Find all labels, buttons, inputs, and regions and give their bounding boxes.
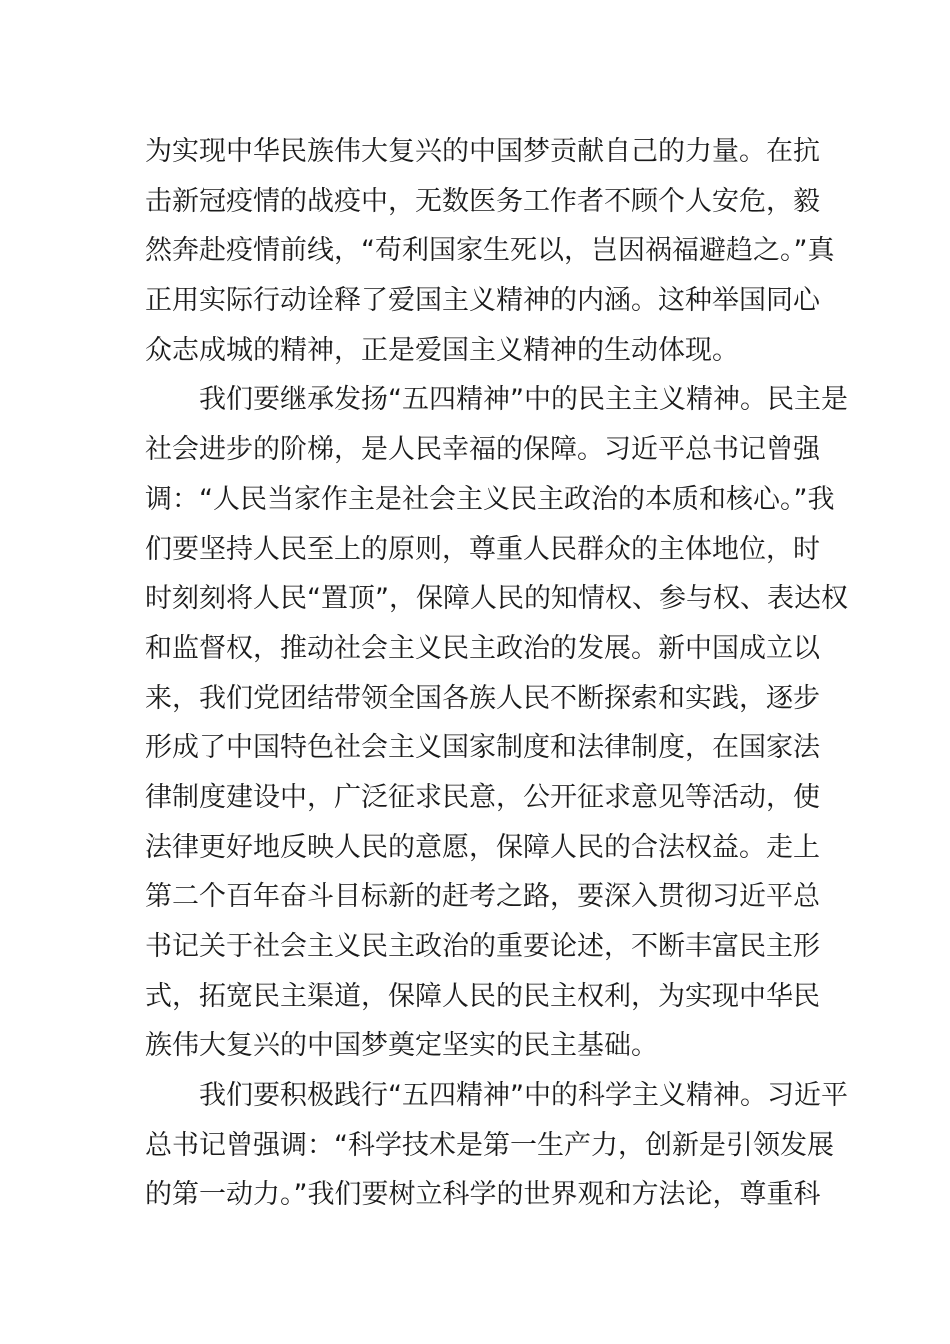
text-line: 书记关于社会主义民主政治的重要论述，不断丰富民主形 [145,931,820,962]
text-line: 们要坚持人民至上的原则，尊重人民群众的主体地位，时 [145,533,820,565]
text-line: 然奔赴疫情前线，“苟利国家生死以，岂因祸福避趋之。”真 [145,235,835,267]
text-line: 第二个百年奋斗目标新的赶考之路，要深入贯彻习近平总 [145,881,820,913]
text-line: 我们要积极践行“五四精神”中的科学主义精神。习近平 [199,1080,848,1112]
text-line: 调：“人民当家作主是社会主义民主政治的本质和核心。”我 [145,483,835,515]
text-line: 众志成城的精神，正是爱国主义精神的生动体现。 [145,334,739,366]
document-body [145,127,848,1220]
text-line: 为实现中华民族伟大复兴的中国梦贡献自己的力量。在抗 [145,136,820,167]
text-line: 法律更好地反映人民的意愿，保障人民的合法权益。走上 [145,831,820,863]
text-line: 社会进步的阶梯，是人民幸福的保障。习近平总书记曾强 [145,434,820,466]
text-line: 时刻刻将人民“置顶”，保障人民的知情权、参与权、表达权 [145,583,848,615]
text-line: 的第一动力。”我们要树立科学的世界观和方法论，尊重科 [145,1179,821,1211]
text-line: 式，拓宽民主渠道，保障人民的民主权利，为实现中华民 [145,980,820,1012]
text-line: 族伟大复兴的中国梦奠定坚实的民主基础。 [145,1030,658,1062]
text-line: 来，我们党团结带领全国各族人民不断探索和实践，逐步 [145,682,820,714]
text-line: 击新冠疫情的战疫中，无数医务工作者不顾个人安危，毅 [145,185,820,217]
text-line: 和监督权，推动社会主义民主政治的发展。新中国成立以 [145,632,820,664]
text-line: 形成了中国特色社会主义国家制度和法律制度，在国家法 [145,732,820,764]
text-line: 我们要继承发扬“五四精神”中的民主主义精神。民主是 [199,384,848,416]
text-line: 总书记曾强调：“科学技术是第一生产力，创新是引领发展 [145,1129,834,1161]
text-line: 律制度建设中，广泛征求民意，公开征求意见等活动，使 [145,781,820,813]
text-line: 正用实际行动诠释了爱国主义精神的内涵。这种举国同心 [145,285,820,317]
